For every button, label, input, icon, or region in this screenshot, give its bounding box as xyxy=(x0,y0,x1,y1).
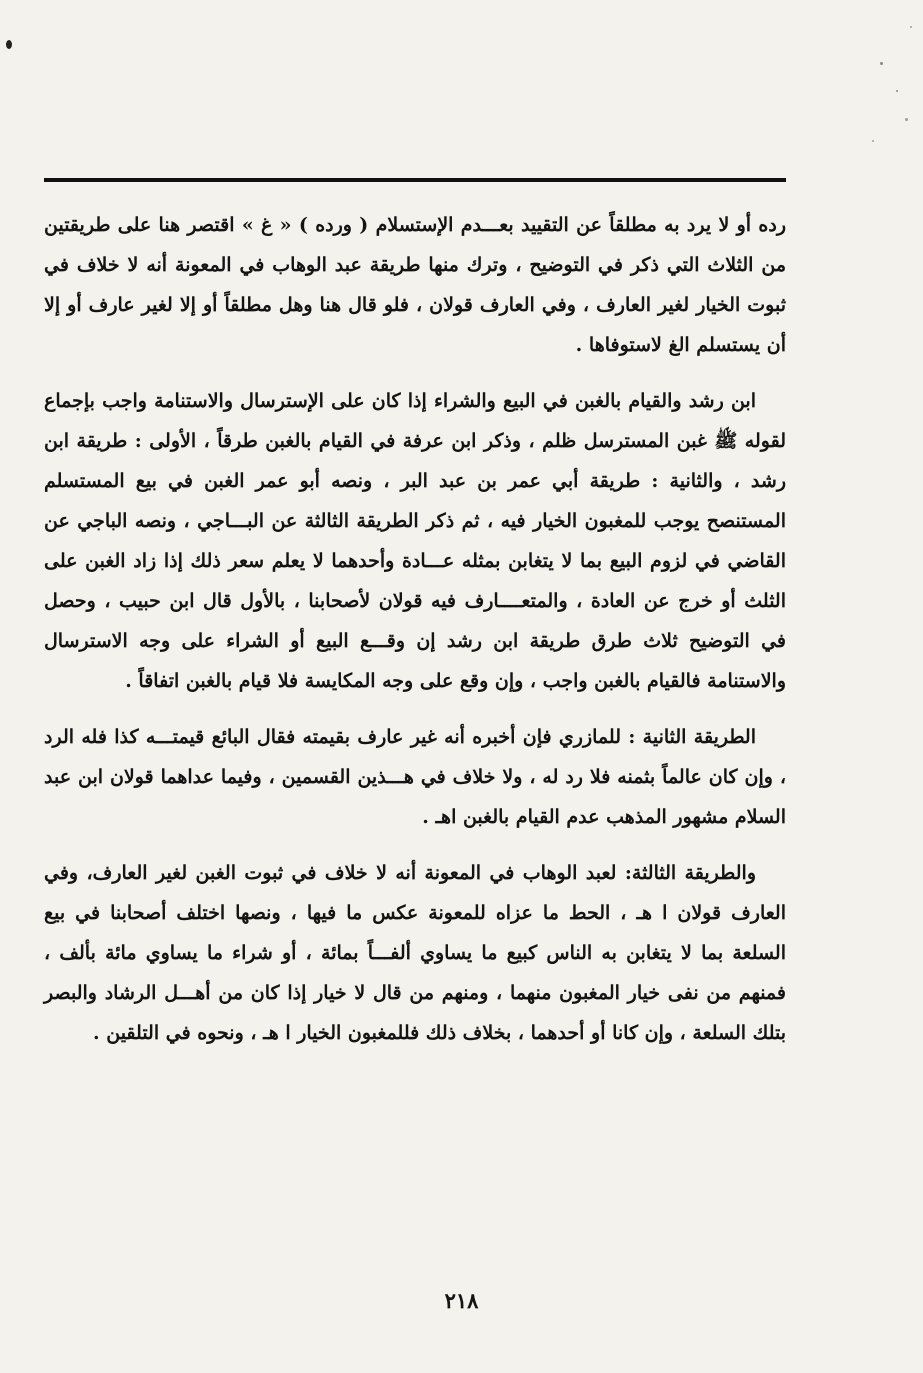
paragraph: والطريقة الثالثة: لعبد الوهاب في المعونة أنه لا خلاف في ثبوت الغبن لغير العارف، وفي العارف قولان ا هـ ، الحط ما عزاه للمعونة عكس ما فيها ، ونصها اختلف أصحابنا في بيع السلعة بما لا يتغابن به الناس كبيع ما يساوي ألفـــاً بمائة ، أو شراء ما يساوي مائة بألف ، فمنهم من نفى خيار المغبون منهما ، ومنهم من قال لا خيار إذا كان من أهـــل الرشاد والبصر بتلك السلعة ، وإن كانا أو أحدهما ، بخلاف ذلك فللمغبون الخيار ا هـ ، ونحوه في التلقين . xyxy=(44,862,786,1044)
paragraph: ابن رشد والقيام بالغبن في البيع والشراء إذا كان على الإسترسال والاستنامة واجب بإجماع لقوله ﷺ غبن المسترسل ظلم ، وذكر ابن عرفة في القيام بالغبن طرقاً ، الأولى : طريقة ابن رشد ، والثانية : طريقة أبي عمر بن عبد البر ، ونصه أبو عمر الغبن في بيع المستسلم المستنصح يوجب للمغبون الخيار فيه ، ثم ذكر الطريقة الثالثة عن البـــاجي ، ونصه الباجي عن القاضي في لزوم البيع بما لا يتغابن بمثله عـــادة وأحدهما لا يعلم سعر ذلك إذا زاد الغبن على الثلث أو خرج عن العادة ، والمتعــــارف فيه قولان لأصحابنا ، بالأول قال ابن حبيب ، وحصل في التوضيح ثلاث طرق طريقة ابن رشد إن وقـــع البيع أو الشراء على وجه الاسترسال والاستنامة فالقيام بالغبن واجب ، وإن وقع على وجه المكايسة فلا قيام بالغبن اتفاقاً . xyxy=(44,390,786,692)
scan-mark xyxy=(880,62,883,65)
scan-mark xyxy=(896,90,898,92)
scan-mark xyxy=(910,26,912,28)
paragraph: الطريقة الثانية : للمازري فإن أخبره أنه غير عارف بقيمته فقال البائع قيمتـــه كذا فله الرد ، وإن كان عالماً بثمنه فلا رد له ، ولا خلاف في هـــذين القسمين ، وفيما عداهما قولان ابن عبد السلام مشهور المذهب عدم القيام بالغبن اهـ . xyxy=(44,726,786,828)
page-number: ٢١٨ xyxy=(444,1288,479,1313)
body-text xyxy=(44,205,786,1053)
header-rule xyxy=(44,178,786,182)
scan-mark xyxy=(905,118,908,121)
paragraph: رده أو لا يرد به مطلقاً عن التقييد بعـــدم الإستسلام ( ورده ) « غ » اقتصر هنا على طريقتين من الثلاث التي ذكر في التوضيح ، وترك منها طريقة عبد الوهاب في المعونة أنه لا خلاف في ثبوت الخيار لغير العارف ، وفي العارف قولان ، فلو قال هنا وهل مطلقاً أو إلا لغير عارف أو إلا أن يستسلم الغ لاستوفاها . xyxy=(44,214,786,356)
scan-mark xyxy=(872,140,874,142)
scan-mark xyxy=(6,40,12,49)
